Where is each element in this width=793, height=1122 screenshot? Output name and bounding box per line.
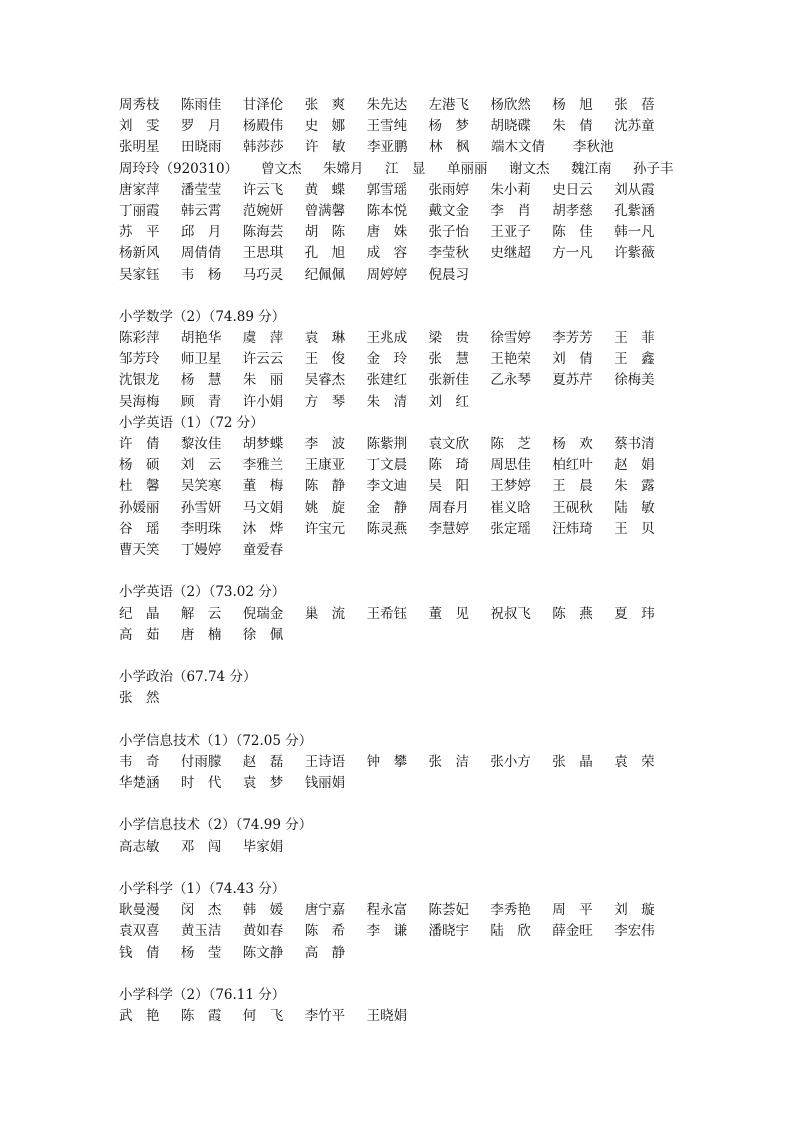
name-entry: 高 茹 bbox=[119, 626, 160, 643]
name-entry: 倪瑞金 bbox=[242, 605, 284, 622]
name-entry: 孙子丰 bbox=[633, 160, 674, 177]
name-entry: 许云飞 bbox=[242, 181, 284, 198]
name-entry: 金 静 bbox=[366, 499, 408, 516]
name-entry: 成 容 bbox=[366, 245, 408, 262]
name-entry: 丁丽霞 bbox=[119, 202, 160, 219]
name-entry: 朱小莉 bbox=[490, 181, 531, 198]
name-entry: 杨新风 bbox=[119, 245, 160, 262]
name-entry: 王康亚 bbox=[304, 457, 346, 474]
name-entry: 李文迪 bbox=[366, 478, 408, 495]
name-entry: 赵 娟 bbox=[614, 457, 655, 474]
name-entry: 沈苏童 bbox=[614, 118, 655, 135]
name-entry: 王 菲 bbox=[614, 330, 655, 347]
name-row bbox=[119, 540, 679, 561]
name-entry: 耿曼漫 bbox=[119, 902, 160, 919]
name-entry: 薛金旺 bbox=[552, 923, 593, 940]
name-entry: 吴家钰 bbox=[119, 266, 160, 283]
name-entry: 王砚秋 bbox=[552, 499, 593, 516]
name-entry: 高志敏 bbox=[119, 838, 160, 855]
name-entry: 王艳荣 bbox=[490, 351, 531, 368]
name-entry: 胡孝慈 bbox=[552, 202, 593, 219]
name-entry: 周婷婷 bbox=[366, 266, 408, 283]
name-entry: 唐 姝 bbox=[366, 224, 408, 241]
name-entry: 陈 佳 bbox=[552, 224, 593, 241]
name-entry: 夏苏芹 bbox=[552, 372, 593, 389]
name-row bbox=[119, 773, 679, 794]
name-entry: 徐雪婷 bbox=[490, 330, 531, 347]
name-entry: 李 谦 bbox=[366, 923, 408, 940]
section-gap bbox=[119, 858, 679, 879]
name-row bbox=[119, 476, 679, 497]
name-entry: 李明珠 bbox=[180, 520, 222, 537]
section-gap bbox=[119, 964, 679, 985]
name-entry: 乙永琴 bbox=[490, 372, 531, 389]
name-entry: 黎汝佳 bbox=[180, 436, 222, 452]
name-entry: 时 代 bbox=[180, 775, 222, 791]
name-entry: 张雨婷 bbox=[428, 181, 469, 198]
name-row bbox=[119, 243, 679, 264]
name-entry: 唐 楠 bbox=[180, 626, 222, 643]
name-entry: 李 波 bbox=[304, 436, 346, 452]
name-entry: 闵 杰 bbox=[180, 902, 222, 919]
name-entry: 王梦婷 bbox=[490, 478, 531, 495]
name-entry: 刘 璇 bbox=[614, 902, 655, 919]
name-entry: 郭雪瑶 bbox=[366, 181, 408, 198]
name-entry: 顾 青 bbox=[180, 393, 222, 410]
name-entry: 杜 馨 bbox=[119, 478, 160, 495]
name-entry: 周 平 bbox=[552, 902, 593, 919]
name-row bbox=[119, 180, 679, 201]
name-entry: 张 慧 bbox=[428, 351, 469, 368]
name-entry: 许云云 bbox=[242, 351, 284, 368]
name-entry: 黄如春 bbox=[242, 923, 284, 940]
name-entry: 虞 萍 bbox=[242, 330, 284, 347]
name-entry: 张 蓓 bbox=[614, 97, 655, 113]
name-entry: 纪 晶 bbox=[119, 605, 160, 622]
name-row bbox=[119, 392, 679, 413]
section-heading: 小学信息技术（2）（74.99 分） bbox=[119, 817, 313, 834]
name-row bbox=[119, 900, 679, 921]
name-entry: 陆 敏 bbox=[614, 499, 655, 516]
section-gap bbox=[119, 709, 679, 730]
name-entry: 王晓娟 bbox=[366, 1008, 408, 1025]
name-entry: 张建红 bbox=[366, 372, 408, 389]
name-entry: 董 梅 bbox=[242, 478, 284, 495]
name-entry: 曾满馨 bbox=[304, 202, 346, 219]
name-entry: 朱先达 bbox=[366, 97, 408, 113]
name-entry: 周倩倩 bbox=[180, 245, 222, 262]
name-entry: 潘晓宇 bbox=[428, 923, 469, 940]
name-entry: 姚 旋 bbox=[304, 499, 346, 516]
name-entry: 汪炜琦 bbox=[552, 520, 593, 537]
name-row bbox=[119, 752, 679, 773]
name-entry: 李雅兰 bbox=[242, 457, 284, 474]
name-entry: 张 洁 bbox=[428, 753, 469, 770]
name-entry: 曹天笑 bbox=[119, 541, 160, 558]
name-entry: 史 娜 bbox=[304, 118, 346, 135]
name-entry: 王 鑫 bbox=[614, 351, 655, 368]
name-entry: 徐 佩 bbox=[242, 626, 284, 643]
name-entry: 王亚子 bbox=[490, 224, 531, 241]
name-entry: 丁文晨 bbox=[366, 457, 408, 474]
name-entry: 李芳芳 bbox=[552, 330, 593, 347]
name-row bbox=[119, 604, 679, 625]
name-entry: 李慧婷 bbox=[428, 520, 469, 537]
name-entry: 胡艳华 bbox=[180, 330, 222, 347]
name-entry: 赵 磊 bbox=[242, 753, 284, 770]
name-entry: 毕家娟 bbox=[242, 838, 284, 855]
name-entry: 马巧灵 bbox=[242, 266, 284, 283]
name-entry: 王思琪 bbox=[242, 245, 284, 262]
document-page bbox=[119, 95, 679, 1027]
name-entry: 孙媛丽 bbox=[119, 499, 160, 516]
name-entry: 朱 露 bbox=[614, 478, 655, 495]
name-entry: 陈紫荆 bbox=[366, 436, 408, 452]
section-heading: 小学科学（2）（76.11 分） bbox=[119, 986, 286, 1003]
name-entry: 师卫星 bbox=[180, 351, 222, 368]
name-entry: 陈 琦 bbox=[428, 457, 469, 474]
name-entry: 刘 倩 bbox=[552, 351, 593, 368]
name-row bbox=[119, 455, 679, 476]
name-entry: 童爱春 bbox=[242, 541, 284, 558]
name-entry: 王 贝 bbox=[614, 520, 655, 537]
name-entry: 张 晶 bbox=[552, 753, 593, 770]
name-entry: 左港飞 bbox=[428, 97, 469, 113]
name-entry: 陈荟妃 bbox=[428, 902, 469, 919]
name-entry: 朱 丽 bbox=[242, 372, 284, 389]
name-entry: 罗 月 bbox=[180, 118, 222, 135]
section-heading: 小学信息技术（1）（72.05 分） bbox=[119, 732, 313, 749]
name-row bbox=[119, 265, 679, 286]
name-entry: 李秋池 bbox=[573, 139, 614, 156]
name-entry: 杨欣然 bbox=[490, 97, 531, 113]
name-entry: 许 敏 bbox=[305, 139, 346, 156]
name-entry: 黄玉洁 bbox=[180, 923, 222, 940]
name-entry: 刘从霞 bbox=[614, 181, 655, 198]
name-entry: 华楚涵 bbox=[119, 775, 160, 791]
name-entry: 柏红叶 bbox=[552, 457, 593, 474]
name-entry: 孔紫涵 bbox=[614, 202, 655, 219]
section-heading: 小学英语（1）（72 分） bbox=[119, 414, 264, 431]
name-entry: 曾文杰 bbox=[261, 160, 302, 177]
section-gap bbox=[119, 561, 679, 582]
name-entry: 杨 莹 bbox=[180, 944, 222, 961]
name-entry: 杨 硕 bbox=[119, 457, 160, 474]
name-entry: 朱 清 bbox=[366, 393, 408, 410]
name-row bbox=[119, 201, 679, 222]
name-entry: 陈灵燕 bbox=[366, 520, 408, 537]
name-entry: 苏 平 bbox=[119, 224, 160, 241]
name-row bbox=[119, 688, 679, 709]
name-row bbox=[119, 159, 679, 180]
name-entry: 许宝元 bbox=[304, 520, 346, 537]
name-entry: 邱 月 bbox=[180, 224, 222, 241]
name-entry: 孙雪妍 bbox=[180, 499, 222, 516]
section-gap bbox=[119, 646, 679, 667]
name-entry: 夏 玮 bbox=[614, 605, 655, 622]
name-entry: 吴 阳 bbox=[428, 478, 469, 495]
name-entry: 崔义晗 bbox=[490, 499, 531, 516]
name-entry: 付雨朦 bbox=[180, 753, 222, 770]
name-entry: 端木文倩 bbox=[491, 139, 545, 156]
name-entry: 杨 欢 bbox=[552, 436, 593, 452]
name-entry: 吴笑寒 bbox=[180, 478, 222, 495]
name-entry: 谷 瑶 bbox=[119, 520, 160, 537]
name-entry: 陈文静 bbox=[242, 944, 284, 961]
name-entry: 吴海梅 bbox=[119, 393, 160, 410]
name-entry: 许紫薇 bbox=[614, 245, 655, 262]
name-entry: 陈 霞 bbox=[180, 1008, 222, 1025]
section-gap bbox=[119, 286, 679, 307]
name-entry: 韩 媛 bbox=[242, 902, 284, 919]
name-entry: 唐宁嘉 bbox=[304, 902, 346, 919]
name-entry: 袁 梦 bbox=[242, 775, 284, 791]
name-entry: 朱嫦月 bbox=[323, 160, 364, 177]
name-entry: 杨 旭 bbox=[552, 97, 593, 113]
section-gap bbox=[119, 794, 679, 815]
name-entry: 李 肖 bbox=[490, 202, 531, 219]
section-heading: 小学数学（2）（74.89 分） bbox=[119, 308, 286, 325]
name-entry: 江 显 bbox=[385, 160, 426, 177]
name-entry: 程永富 bbox=[366, 902, 408, 919]
name-entry: 钱丽娟 bbox=[304, 775, 346, 791]
name-entry: 李宏伟 bbox=[614, 923, 655, 940]
name-row bbox=[119, 116, 679, 137]
name-row bbox=[119, 222, 679, 243]
name-entry: 吴睿杰 bbox=[304, 372, 346, 389]
name-entry: 李秀艳 bbox=[490, 902, 531, 919]
name-entry: 刘 雯 bbox=[119, 118, 160, 135]
name-entry: 何 飞 bbox=[242, 1008, 284, 1025]
name-entry: 孔 旭 bbox=[304, 245, 346, 262]
name-entry: 潘莹莹 bbox=[180, 181, 222, 198]
name-row bbox=[119, 328, 679, 349]
name-entry: 陈彩萍 bbox=[119, 330, 160, 347]
name-row bbox=[119, 943, 679, 964]
name-entry: 唐家萍 bbox=[119, 181, 160, 198]
name-entry: 张 爽 bbox=[304, 97, 346, 113]
name-entry: 纪佩佩 bbox=[304, 266, 346, 283]
name-entry: 李竹平 bbox=[304, 1008, 346, 1025]
name-entry: 黄 蝶 bbox=[304, 181, 346, 198]
name-entry: 张明星 bbox=[119, 139, 160, 156]
name-entry: 杨 梦 bbox=[428, 118, 469, 135]
name-row bbox=[119, 434, 679, 455]
name-entry: 陈 芝 bbox=[490, 436, 531, 452]
name-entry: 陈 静 bbox=[304, 478, 346, 495]
name-entry: 袁双喜 bbox=[119, 923, 160, 940]
name-entry: 韩莎莎 bbox=[243, 139, 284, 156]
name-entry: 周思佳 bbox=[490, 457, 531, 474]
name-row bbox=[119, 1006, 679, 1027]
name-entry: 史继超 bbox=[490, 245, 531, 262]
name-entry: 韩云霄 bbox=[180, 202, 222, 219]
name-entry: 魏江南 bbox=[571, 160, 612, 177]
name-entry: 张子怡 bbox=[428, 224, 469, 241]
name-entry: 高 静 bbox=[304, 944, 346, 961]
name-entry: 杨殿伟 bbox=[242, 118, 284, 135]
name-entry: 袁 荣 bbox=[614, 753, 655, 770]
name-entry: 袁文欣 bbox=[428, 436, 469, 452]
name-entry: 张新佳 bbox=[428, 372, 469, 389]
name-row bbox=[119, 498, 679, 519]
name-entry: 王兆成 bbox=[366, 330, 408, 347]
name-entry: 解 云 bbox=[180, 605, 222, 622]
name-entry: 周春月 bbox=[428, 499, 469, 516]
name-entry: 胡梦蝶 bbox=[242, 436, 284, 452]
name-entry: 沐 烨 bbox=[242, 520, 284, 537]
section-heading: 小学英语（2）（73.02 分） bbox=[119, 584, 286, 601]
name-entry: 王雪纯 bbox=[366, 118, 408, 135]
name-row bbox=[119, 349, 679, 370]
name-entry: 胡晓碟 bbox=[490, 118, 531, 135]
name-entry: 倪晨习 bbox=[428, 266, 469, 283]
name-entry: 陈海芸 bbox=[242, 224, 284, 241]
name-entry: 徐梅美 bbox=[614, 372, 655, 389]
name-entry: 丁嫚婷 bbox=[180, 541, 222, 558]
name-entry: 梁 贵 bbox=[428, 330, 469, 347]
name-entry: 陈 希 bbox=[304, 923, 346, 940]
name-entry: 袁 琳 bbox=[304, 330, 346, 347]
name-entry: 胡 陈 bbox=[304, 224, 346, 241]
name-row bbox=[119, 921, 679, 942]
name-entry: 韦 奇 bbox=[119, 753, 160, 770]
name-entry: 许小娟 bbox=[242, 393, 284, 410]
name-entry: 刘 云 bbox=[180, 457, 222, 474]
name-entry: 王 俊 bbox=[304, 351, 346, 368]
name-row bbox=[119, 625, 679, 646]
name-entry: 陆 欣 bbox=[490, 923, 531, 940]
name-entry: 邹芳玲 bbox=[119, 351, 160, 368]
name-entry: 许 倩 bbox=[119, 436, 160, 452]
name-entry: 韦 杨 bbox=[180, 266, 222, 283]
name-entry: 沈银龙 bbox=[119, 372, 160, 389]
name-entry: 范婉妍 bbox=[242, 202, 284, 219]
name-entry: 钟 攀 bbox=[366, 753, 408, 770]
name-entry: 陈本悦 bbox=[366, 202, 408, 219]
section-heading: 小学科学（1）（74.43 分） bbox=[119, 880, 286, 897]
name-entry: 戴文金 bbox=[428, 202, 469, 219]
name-entry: 巢 流 bbox=[304, 605, 346, 622]
name-entry: 杨 慧 bbox=[180, 372, 222, 389]
name-entry: 林 枫 bbox=[429, 139, 470, 156]
name-row bbox=[119, 137, 679, 158]
name-entry: 陈 燕 bbox=[552, 605, 593, 622]
name-row bbox=[119, 370, 679, 391]
name-entry: 钱 倩 bbox=[119, 944, 160, 961]
name-entry: 朱 倩 bbox=[552, 118, 593, 135]
name-entry: 张小方 bbox=[490, 753, 531, 770]
name-entry: 刘 红 bbox=[428, 393, 469, 410]
name-entry: 韩一凡 bbox=[614, 224, 655, 241]
name-entry: 王希钰 bbox=[366, 605, 408, 622]
name-entry: 王 晨 bbox=[552, 478, 593, 495]
name-entry: 李莹秋 bbox=[428, 245, 469, 262]
name-entry: 方一凡 bbox=[552, 245, 593, 262]
name-entry: 祝叔飞 bbox=[490, 605, 531, 622]
name-entry: 周玲玲（920310） bbox=[119, 160, 239, 177]
name-row bbox=[119, 95, 679, 116]
name-entry: 甘泽伦 bbox=[242, 97, 284, 113]
section-heading: 小学政治（67.74 分） bbox=[119, 669, 257, 686]
name-entry: 单丽丽 bbox=[447, 160, 488, 177]
name-entry: 谢文杰 bbox=[509, 160, 550, 177]
name-entry: 张定瑶 bbox=[490, 520, 531, 537]
name-entry: 董 见 bbox=[428, 605, 469, 622]
name-row bbox=[119, 837, 679, 858]
name-entry: 史日云 bbox=[552, 181, 593, 198]
name-entry: 方 琴 bbox=[304, 393, 346, 410]
name-entry: 周秀枝 bbox=[119, 97, 160, 113]
name-entry: 蔡书清 bbox=[614, 436, 655, 452]
name-entry: 王诗语 bbox=[304, 753, 346, 770]
name-entry: 陈雨佳 bbox=[180, 97, 222, 113]
name-entry: 金 玲 bbox=[366, 351, 408, 368]
name-entry: 马文娟 bbox=[242, 499, 284, 516]
name-entry: 李亚鹏 bbox=[367, 139, 408, 156]
name-entry: 邓 闯 bbox=[180, 838, 222, 855]
name-entry: 武 艳 bbox=[119, 1008, 160, 1025]
name-entry: 张 然 bbox=[119, 690, 160, 707]
name-row bbox=[119, 519, 679, 540]
name-entry: 田晓雨 bbox=[181, 139, 222, 156]
